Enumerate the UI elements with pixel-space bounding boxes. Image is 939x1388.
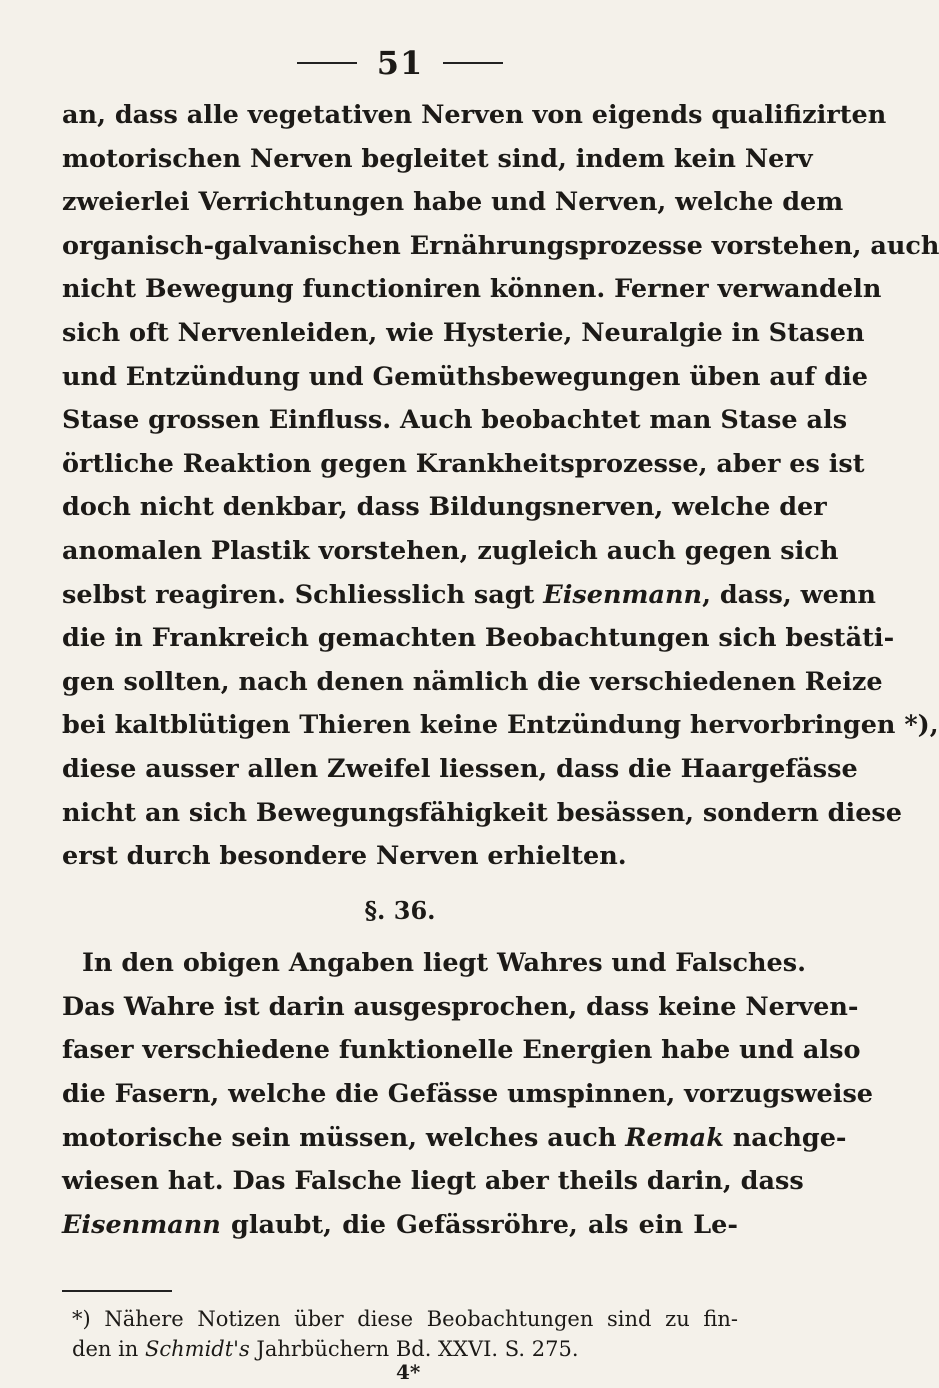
text-line: nicht Bewegung functioniren können. Ferner verwandeln (62, 274, 882, 305)
text-line: wiesen hat. Das Falsche liegt aber theils darin, dass (62, 1166, 804, 1197)
text-segment: selbst reagiren. Schliesslich sagt (62, 579, 535, 610)
page-header (0, 44, 800, 82)
text-segment: glaubt, die Gefässröhre, als ein Le- (230, 1209, 738, 1240)
section-heading: §. 36. (364, 895, 436, 925)
text-line: organisch-galvanischen Ernährungsprozesse vorstehen, auch (62, 230, 939, 261)
text-line: die in Frankreich gemachten Beobachtungen sich bestäti- (62, 623, 895, 654)
text-line: motorischen Nerven begleitet sind, indem kein Nerv (62, 143, 813, 174)
text-line: Stase grossen Einfluss. Auch beobachtet man Stase als (62, 405, 848, 436)
text-line: faser verschiedene funktionelle Energien habe und also (62, 1035, 861, 1066)
text-line-mixed (62, 1117, 847, 1161)
text-line: Das Wahre ist darin ausgesprochen, dass keine Nerven- (62, 991, 859, 1022)
text-line: nicht an sich Bewegungsfähigkeit besässen, sondern diese (62, 797, 903, 828)
author-name-eisenmann: Eisenmann (62, 1209, 221, 1240)
text-line: sich oft Nervenleiden, wie Hysterie, Neuralgie in Stasen (62, 317, 865, 348)
text-line: an, dass alle vegetativen Nerven von eigends qualifizirten (62, 100, 887, 130)
text-line: bei kaltblütigen Thieren keine Entzündung hervorbringen *), (62, 710, 939, 741)
header-rule-left (297, 62, 357, 64)
text-line: örtliche Reaktion gegen Krankheitsprozesse, aber es ist (62, 448, 865, 479)
text-line: In den obigen Angaben liegt Wahres und Falsches. (82, 948, 807, 979)
footnote (72, 1304, 738, 1364)
footnote-line: *) Nähere Notizen über diese Beobachtungen sind zu fin- (72, 1307, 738, 1331)
text-line: die Fasern, welche die Gefässe umspinnen, vorzugsweise (62, 1079, 874, 1110)
text-line-mixed (62, 1204, 738, 1248)
text-line: erst durch besondere Nerven erhielten. (62, 841, 627, 872)
text-segment: nachge- (723, 1122, 847, 1153)
text-segment: , dass, wenn (702, 579, 876, 610)
author-name-eisenmann: Eisenmann (543, 579, 703, 610)
text-line: gen sollten, nach denen nämlich die verschiedenen Reize (62, 666, 883, 697)
text-line: und Entzündung und Gemüthsbewegungen üben auf die (62, 361, 868, 392)
text-segment: Jahrbüchern Bd. XXVI. S. 275. (249, 1337, 579, 1361)
signature-mark: 4* (396, 1360, 421, 1384)
text-line-mixed (62, 574, 876, 618)
footnote-rule (62, 1290, 172, 1292)
text-line: anomalen Plastik vorstehen, zugleich auch gegen sich (62, 535, 839, 566)
text-line: zweierlei Verrichtungen habe und Nerven, welche dem (62, 187, 844, 218)
main-text (62, 94, 939, 1247)
footnote-author-schmidt: Schmidt's (145, 1337, 250, 1361)
text-line: diese ausser allen Zweifel liessen, dass die Haargefässe (62, 753, 858, 784)
text-segment: den in (72, 1337, 145, 1361)
author-name-remak: Remak (625, 1122, 724, 1153)
header-rule-right (443, 62, 503, 64)
text-line: doch nicht denkbar, dass Bildungsnerven, welche der (62, 492, 827, 523)
text-segment: motorische sein müssen, welches auch (62, 1122, 617, 1153)
page-number: 51 (376, 44, 424, 82)
